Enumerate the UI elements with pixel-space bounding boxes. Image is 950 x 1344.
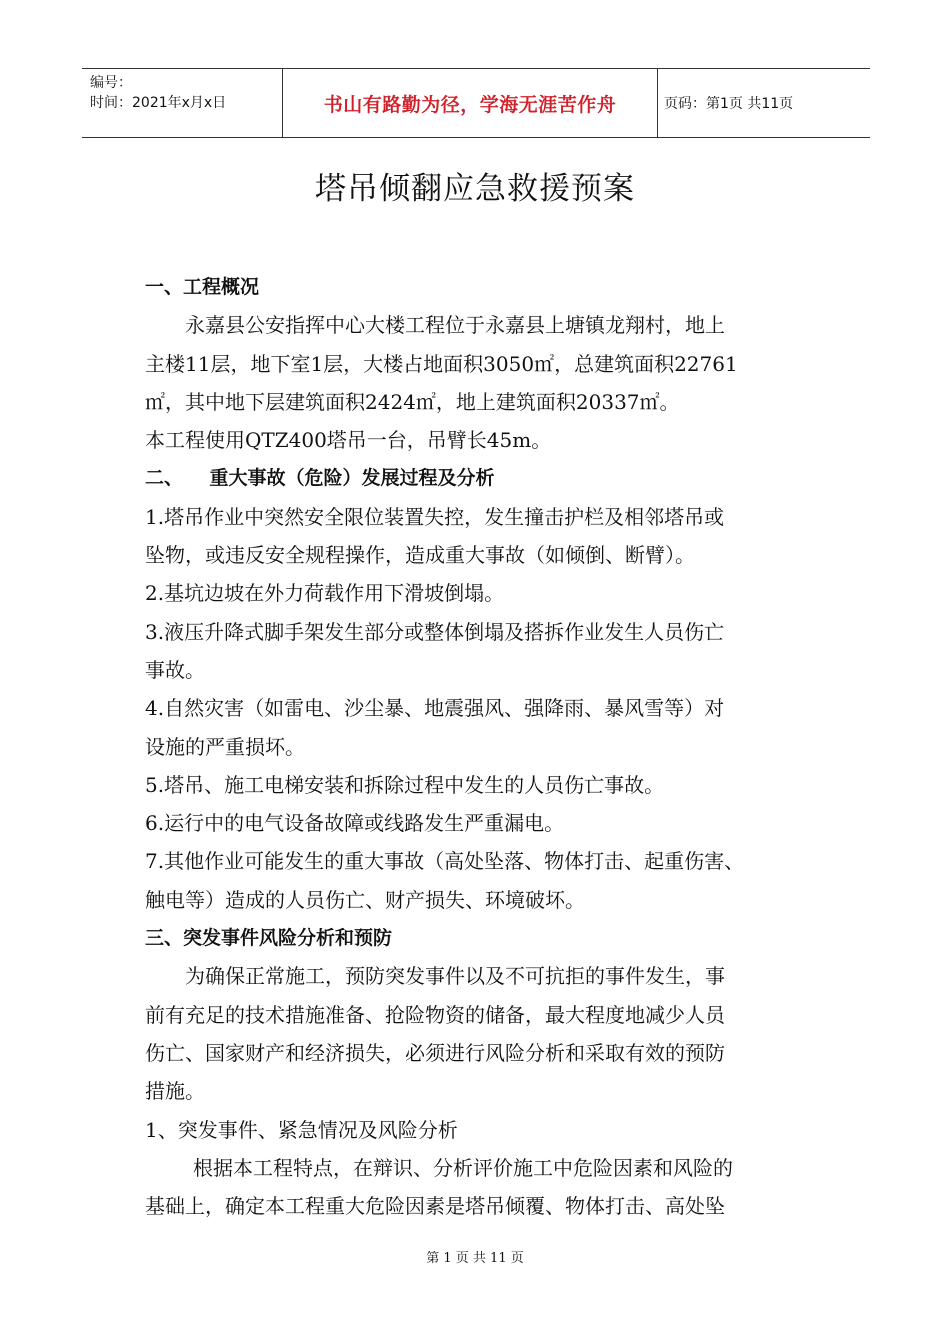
paragraph-line: 根据本工程特点，在辩识、分析评价施工中危险因素和风险的 <box>193 1155 733 1180</box>
list-item-line: 3.液压升降式脚手架发生部分或整体倒塌及搭拆作业发生人员伤亡 <box>145 619 725 644</box>
date-label: 时间：2021年x月x日 <box>90 95 227 111</box>
paragraph-line: 本工程使用QTZ400塔吊一台，吊臂长45m。 <box>145 428 552 453</box>
paragraph-line: 伤亡、国家财产和经济损失，必须进行风险分析和采取有效的预防 <box>145 1040 725 1065</box>
page-footer: 第 1 页 共 11 页 <box>426 1251 524 1266</box>
list-item-line: 设施的严重损坏。 <box>145 734 305 759</box>
list-item-line: 4.自然灾害（如雷电、沙尘暴、地震强风、强降雨、暴风雪等）对 <box>145 696 725 721</box>
header-meta <box>82 69 282 137</box>
list-item-line: 触电等）造成的人员伤亡、财产损失、环境破坏。 <box>145 887 585 912</box>
paragraph-line: ㎡，其中地下层建筑面积2424㎡，地上建筑面积20337㎡。 <box>145 389 680 414</box>
section-heading-2: 二、 重大事故（危险）发展过程及分析 <box>145 467 495 490</box>
list-item-line: 2.基坑边坡在外力荷载作用下滑坡倒塌。 <box>145 581 505 606</box>
list-item-line: 6.运行中的电气设备故障或线路发生严重漏电。 <box>145 811 565 836</box>
header-page-info: 页码：第1页 共11页 <box>664 96 794 112</box>
paragraph-line: 措施。 <box>145 1079 205 1104</box>
document-body <box>145 268 845 1225</box>
list-item-line: 1.塔吊作业中突然安全限位装置失控，发生撞击护栏及相邻塔吊或 <box>145 504 725 529</box>
paragraph-line: 前有充足的技术措施准备、抢险物资的储备，最大程度地减少人员 <box>145 1002 725 1027</box>
section-heading-3: 三、突发事件风险分析和预防 <box>145 927 393 950</box>
subsection-heading: 1、突发事件、紧急情况及风险分析 <box>145 1117 458 1142</box>
number-label: 编号： <box>90 75 132 91</box>
paragraph-line: 永嘉县公安指挥中心大楼工程位于永嘉县上塘镇龙翔村，地上 <box>185 313 725 338</box>
list-item-line: 事故。 <box>145 657 205 682</box>
paragraph-line: 主楼11层，地下室1层，大楼占地面积3050㎡，总建筑面积22761 <box>145 351 738 376</box>
list-item-line: 7.其他作业可能发生的重大事故（高处坠落、物体打击、起重伤害、 <box>145 849 745 874</box>
list-item-line: 5.塔吊、施工电梯安装和拆除过程中发生的人员伤亡事故。 <box>145 772 665 797</box>
paragraph-line: 为确保正常施工，预防突发事件以及不可抗拒的事件发生，事 <box>185 964 725 989</box>
list-item-line: 坠物，或违反安全规程操作，造成重大事故（如倾倒、断臂）。 <box>145 543 695 568</box>
section-heading-1: 一、工程概况 <box>145 276 260 298</box>
document-title: 塔吊倾翻应急救援预案 <box>315 171 635 207</box>
header-motto: 书山有路勤为径，学海无涯苦作舟 <box>282 69 658 137</box>
paragraph-line: 基础上，确定本工程重大危险因素是塔吊倾覆、物体打击、高处坠 <box>145 1194 725 1219</box>
page-header <box>82 68 870 138</box>
